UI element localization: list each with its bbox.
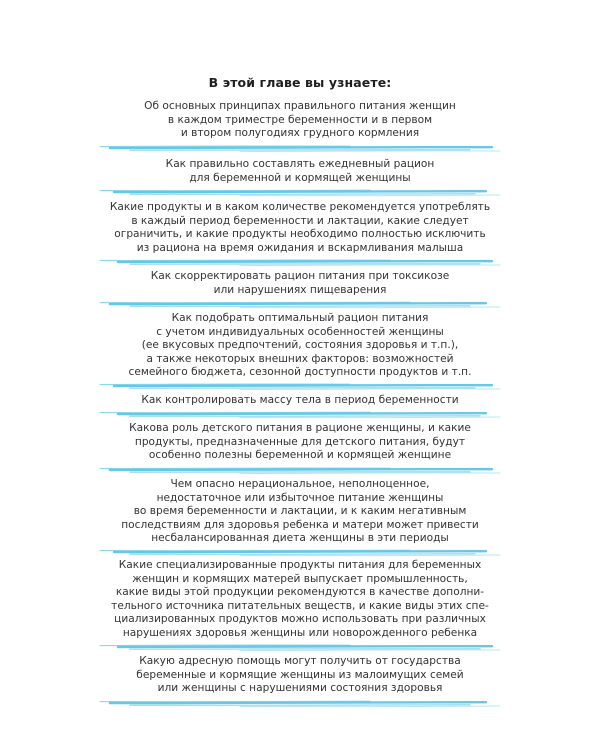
brush-divider <box>100 258 500 268</box>
list-item-text: Об основных принципах правильного питания женщин в каждом триместре беременности и в первом и втором полугодиях грудного кормления <box>144 100 456 140</box>
brush-stroke <box>130 416 480 417</box>
brush-divider <box>100 548 500 558</box>
brush-divider <box>100 699 500 709</box>
brush-stroke <box>240 195 500 196</box>
list-item-text: Какова роль детского питания в рационе женщины, и какие продукты, предназначенные для детского питания, будут особенно полезны беременной и кормящей женщине <box>129 422 471 462</box>
brush-stroke <box>240 473 500 474</box>
brush-stroke <box>130 150 470 151</box>
brush-stroke <box>110 702 486 703</box>
brush-stroke <box>114 551 486 552</box>
brush-stroke <box>110 147 492 148</box>
list-item <box>100 270 500 297</box>
brush-stroke <box>100 190 370 191</box>
brush-stroke <box>110 303 486 304</box>
brush-stroke <box>100 384 350 385</box>
brush-stroke <box>240 555 500 556</box>
brush-stroke <box>100 302 410 303</box>
brush-stroke <box>130 472 470 473</box>
list-item-text: Чем опасно нерациональное, неполноценное, недостаточное или избыточное питание женщины во время беременности и лактации, и к каким негативным последствиям для здоровья ребенка и матери может привести несбалансированная диета женщины в эти периоды <box>121 478 479 545</box>
brush-stroke <box>100 412 370 413</box>
brush-stroke <box>110 469 492 470</box>
list-item-text: Как правильно составлять ежедневный рацион для беременной и кормящей женщины <box>165 158 435 184</box>
list-item <box>100 422 500 463</box>
brush-stroke <box>240 417 500 418</box>
brush-stroke <box>130 306 470 307</box>
brush-stroke <box>240 650 500 651</box>
brush-stroke <box>100 550 410 551</box>
brush-stroke <box>130 388 475 389</box>
brush-divider <box>100 643 500 653</box>
brush-stroke <box>130 554 475 555</box>
brush-divider <box>100 382 500 392</box>
list-item-text: Как подобрать оптимальный рацион питания с учетом индивидуальных особенностей женщины (ее вкусовых предпочтений, состояния здоровья и т.п.), а также некоторых внешних факторов: возможностей семейного бюджета, сезонной доступности продуктов и т.п. <box>128 312 472 379</box>
list-item-text: Какие продукты и в каком количестве рекомендуется употреблять в каждый период беременности и лактации, какие следует ограничить, и какие продукты необходимо полностью исключить из рациона на время ожидания и вскармливания малыша <box>109 201 491 254</box>
brush-stroke <box>130 264 480 265</box>
brush-divider <box>100 188 500 198</box>
brush-divider <box>100 466 500 476</box>
list-item-text: Какую адресную помощь могут получить от государства беременные и кормящие женщины из малоимущих семей или женщины с нарушениями состояния здоровья <box>136 655 464 695</box>
brush-stroke <box>240 307 500 308</box>
list-item <box>100 655 500 696</box>
brush-divider <box>100 300 500 310</box>
brush-stroke <box>100 468 390 469</box>
brush-stroke <box>130 194 475 195</box>
brush-stroke <box>100 146 350 147</box>
list-item <box>100 394 500 408</box>
brush-stroke <box>100 701 370 702</box>
list-item <box>100 312 500 380</box>
brush-stroke <box>114 385 492 386</box>
list-item-text: Какие специализированные продукты питания для беременных женщин и кормящих матерей выпускает промышленность, какие виды этой продукции рекомендуются в качестве дополни- тельного источника питательных веществ, и какие виды этих спе- циализированных продуктов можно использовать при различных нарушениях здоровья женщины или новорожденного ребенка <box>111 559 489 639</box>
brush-stroke <box>130 649 480 650</box>
brush-stroke <box>100 260 390 261</box>
brush-stroke <box>240 389 500 390</box>
list-item <box>100 201 500 255</box>
brush-divider <box>100 410 500 420</box>
list-item-text: Как контролировать массу тела в период беременности <box>141 394 459 406</box>
brush-stroke <box>240 265 500 266</box>
brush-stroke <box>240 706 500 707</box>
brush-stroke <box>118 413 486 414</box>
list-item <box>100 100 500 141</box>
list-item <box>100 478 500 546</box>
brush-stroke <box>130 705 470 706</box>
brush-stroke <box>114 191 486 192</box>
list-item <box>100 158 500 185</box>
brush-stroke <box>118 261 492 262</box>
brush-divider <box>100 144 500 154</box>
brush-stroke <box>100 645 350 646</box>
chapter-heading: В этой главе вы узнаете: <box>208 75 392 90</box>
list-item <box>100 559 500 641</box>
brush-stroke <box>240 151 500 152</box>
list-item-text: Как скорректировать рацион питания при токсикозе или нарушениях пищеварения <box>150 270 450 296</box>
brush-stroke <box>118 646 492 647</box>
